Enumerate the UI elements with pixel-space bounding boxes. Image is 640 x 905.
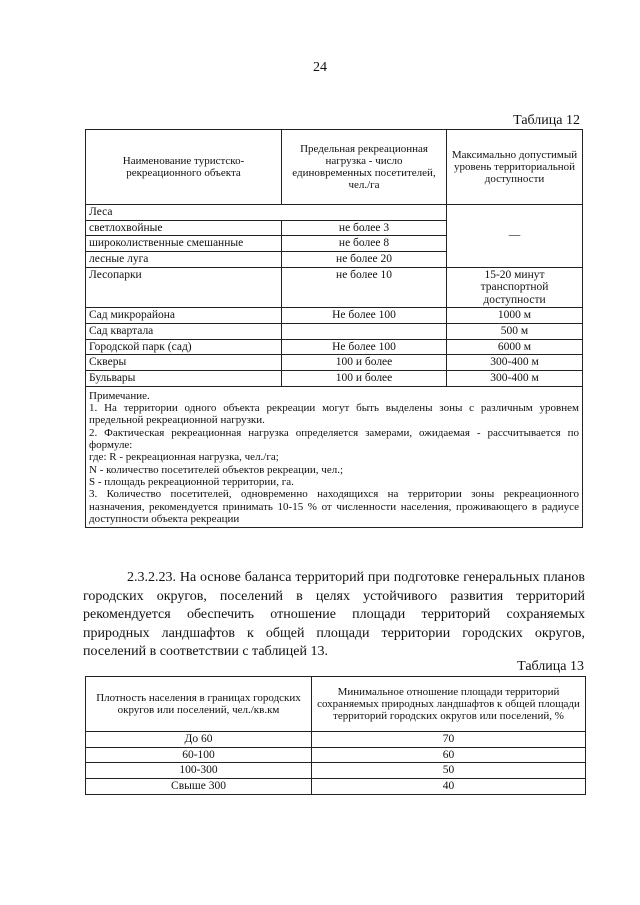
row-access: 1000 м bbox=[447, 308, 583, 324]
row-access: 500 м bbox=[447, 324, 583, 340]
row-load: не более 10 bbox=[282, 267, 447, 308]
row-load bbox=[282, 324, 447, 340]
table-12-notes bbox=[86, 386, 583, 527]
row-load: Не более 100 bbox=[282, 308, 447, 324]
row-name: лесные луга bbox=[86, 251, 282, 267]
table-13 bbox=[85, 676, 586, 795]
page-number: 24 bbox=[313, 60, 327, 75]
table-row bbox=[86, 732, 586, 748]
note-title: Примечание. bbox=[89, 389, 150, 402]
table-row bbox=[86, 778, 586, 794]
note-2-s: S - площадь рекреационной территории, га. bbox=[89, 475, 294, 488]
row-density: Свыше 300 bbox=[86, 778, 312, 794]
row-ratio: 40 bbox=[312, 778, 586, 794]
row-name: широколиственные смешанные bbox=[86, 236, 282, 252]
table-row bbox=[86, 324, 583, 340]
row-load: 100 и более bbox=[282, 355, 447, 371]
table-row bbox=[86, 339, 583, 355]
note-3: 3. Количество посетителей, одновременно находящихся на территории зоны рекреационного назначения, рекомендуется принимать 10-15 % от численности населения, проживающего в радиусе доступности объекта рекреации bbox=[89, 488, 579, 525]
row-name: Городской парк (сад) bbox=[86, 339, 282, 355]
paragraph-2-3-2-23: 2.3.2.23. На основе баланса территорий при подготовке генеральных планов городских округов, поселений в целях устойчивого развития территорий рекомендуется обеспечить отношение площади территорий сохраняемых природных ландшафтов к общей площади территории городских округов, поселений в соответствии с таблицей 13. bbox=[83, 570, 585, 659]
table-row bbox=[86, 371, 583, 387]
row-name: Бульвары bbox=[86, 371, 282, 387]
row-ratio: 70 bbox=[312, 732, 586, 748]
table-row bbox=[86, 747, 586, 763]
row-access: 300-400 м bbox=[447, 371, 583, 387]
row-density: 100-300 bbox=[86, 763, 312, 779]
table-12-header-row bbox=[86, 130, 583, 205]
note-2-n: N - количество посетителей объектов рекреации, чел.; bbox=[89, 463, 344, 476]
table-row bbox=[86, 267, 583, 308]
table-row bbox=[86, 355, 583, 371]
row-density: До 60 bbox=[86, 732, 312, 748]
table-13-caption: Таблица 13 bbox=[517, 659, 584, 674]
row-access: 6000 м bbox=[447, 339, 583, 355]
header-ratio: Минимальное отношение площади территорий сохраняемых природных ландшафтов к общей площади территорий городских округов или поселений, % bbox=[312, 677, 586, 732]
note-2-r: где: R - рекреационная нагрузка, чел./га; bbox=[89, 451, 279, 464]
header-accessibility: Максимально допустимый уровень территориальной доступности bbox=[447, 130, 583, 205]
row-load: Не более 100 bbox=[282, 339, 447, 355]
note-2: 2. Фактическая рекреационная нагрузка определяется замерами, ожидаемая - рассчитывается по формуле: bbox=[89, 426, 579, 451]
row-ratio: 50 bbox=[312, 763, 586, 779]
row-access: 15-20 минут транспортной доступности bbox=[447, 267, 583, 308]
row-access: 300-400 м bbox=[447, 355, 583, 371]
row-load: не более 20 bbox=[282, 251, 447, 267]
forest-accessibility: — bbox=[447, 205, 583, 268]
table-13-header-row bbox=[86, 677, 586, 732]
table-12-notes-row bbox=[86, 386, 583, 527]
row-name: Сад квартала bbox=[86, 324, 282, 340]
row-name: Скверы bbox=[86, 355, 282, 371]
row-name: Лесопарки bbox=[86, 267, 282, 308]
row-load: не более 8 bbox=[282, 236, 447, 252]
header-recreational-load: Предельная рекреационная нагрузка - число единовременных посетителей, чел./га bbox=[282, 130, 447, 205]
table-row bbox=[86, 763, 586, 779]
section-forests: Леса bbox=[86, 205, 447, 221]
row-name: Сад микрорайона bbox=[86, 308, 282, 324]
table-row bbox=[86, 205, 583, 221]
table-row bbox=[86, 308, 583, 324]
note-1: 1. На территории одного объекта рекреации могут быть выделены зоны с различным уровнем предельной рекреационной нагрузки. bbox=[89, 402, 579, 427]
row-name: светлохвойные bbox=[86, 220, 282, 236]
row-ratio: 60 bbox=[312, 747, 586, 763]
header-density: Плотность населения в границах городских округов или поселений, чел./кв.км bbox=[86, 677, 312, 732]
row-density: 60-100 bbox=[86, 747, 312, 763]
table-12 bbox=[85, 129, 583, 528]
row-load: не более 3 bbox=[282, 220, 447, 236]
table-12-caption: Таблица 12 bbox=[513, 113, 580, 128]
header-object-name: Наименование туристско-рекреационного объекта bbox=[86, 130, 282, 205]
row-load: 100 и более bbox=[282, 371, 447, 387]
